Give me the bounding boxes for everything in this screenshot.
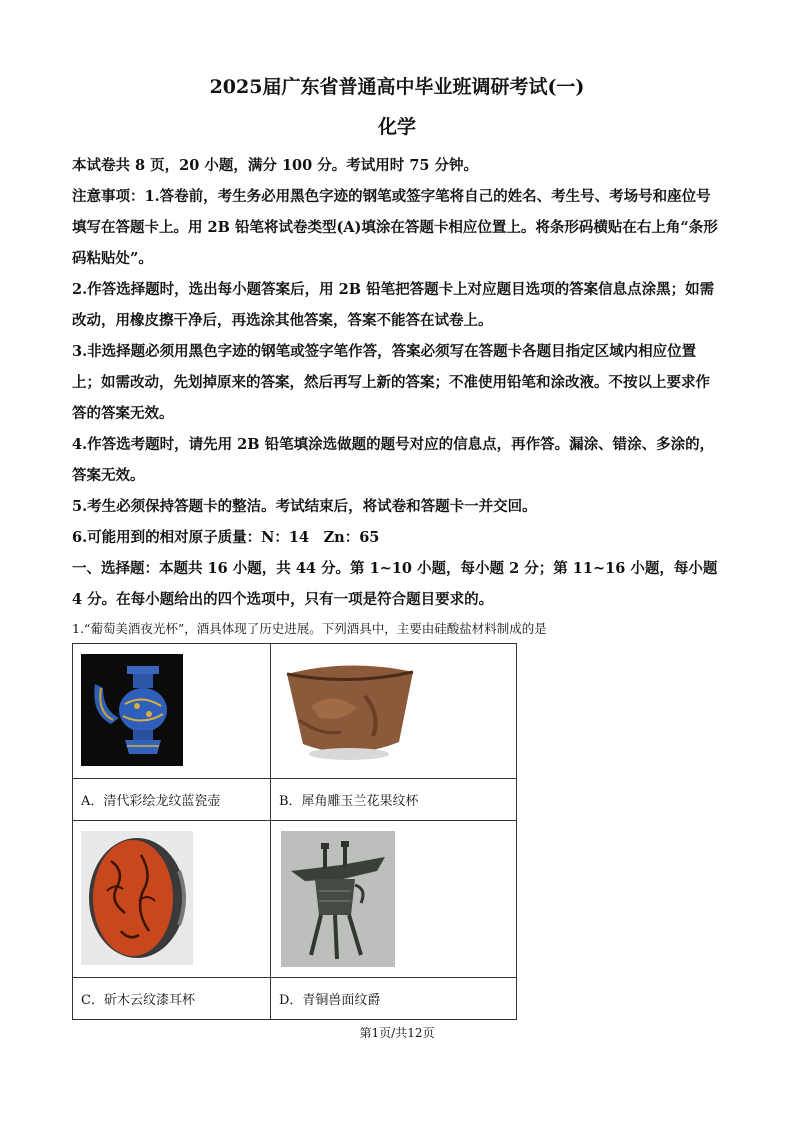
notice-4: 4.作答选考题时，请先用 2B 铅笔填涂选做题的题号对应的信息点，再作答。漏涂、错涂、多涂的，答案无效。 bbox=[72, 436, 715, 484]
notice-1: 注意事项：1.答卷前，考生务必用黑色字迹的钢笔或签字笔将自己的姓名、考生号、考场号和座位号填写在答题卡上。用 2B 铅笔将试卷类型(A)填涂在答题卡相应位置上。将条形码横贴在右上角“条形码粘贴处”。 bbox=[72, 188, 718, 267]
option-a-label: A．清代彩绘龙纹蓝瓷壶 bbox=[73, 779, 271, 821]
notice-5: 5.考生必须保持答题卡的整洁。考试结束后，将试卷和答题卡一并交回。 bbox=[72, 498, 537, 515]
bronze-jue-image bbox=[281, 831, 395, 967]
notice-6: 6.可能用到的相对原子质量：N：14 Zn：65 bbox=[72, 529, 380, 546]
option-b-label: B．犀角雕玉兰花果纹杯 bbox=[271, 779, 517, 821]
lacquer-ear-cup-image bbox=[81, 831, 193, 965]
option-d-image-cell bbox=[271, 821, 517, 978]
option-c-label: C．斫木云纹漆耳杯 bbox=[73, 978, 271, 1020]
rhino-horn-cup-image bbox=[281, 656, 417, 768]
section-one-heading: 一、选择题：本题共 16 小题，共 44 分。第 1~10 小题，每小题 2 分；第 11~16 小题，每小题 4 分。在每小题给出的四个选项中，只有一项是符合题目要求的。 bbox=[72, 560, 718, 608]
option-d-label: D．青铜兽面纹爵 bbox=[271, 978, 517, 1020]
option-a-image-cell bbox=[73, 644, 271, 779]
page-number: 第1页/共12页 bbox=[359, 1026, 435, 1040]
instructions-block bbox=[72, 150, 722, 615]
question-1-stem: 1.“葡萄美酒夜光杯”，酒具体现了历史进展。下列酒具中，主要由硅酸盐材料制成的是 bbox=[72, 621, 547, 636]
paper-info: 本试卷共 8 页，20 小题，满分 100 分。考试用时 75 分钟。 bbox=[72, 157, 479, 174]
blue-porcelain-ewer-image bbox=[81, 654, 183, 766]
notice-3: 3.非选择题必须用黑色字迹的钢笔或签字笔作答，答案必须写在答题卡各题目指定区域内相应位置上；如需改动，先划掉原来的答案，然后再写上新的答案；不准使用铅笔和涂改液。不按以上要求作答的答案无效。 bbox=[72, 343, 710, 422]
question-1-options-table bbox=[72, 643, 517, 1020]
exam-title: 2025届广东省普通高中毕业班调研考试(一) bbox=[209, 76, 585, 98]
option-b-image-cell bbox=[271, 644, 517, 779]
notice-2: 2.作答选择题时，选出每小题答案后，用 2B 铅笔把答题卡上对应题目选项的答案信息点涂黑；如需改动，用橡皮擦干净后，再选涂其他答案，答案不能答在试卷上。 bbox=[72, 281, 715, 329]
exam-subject: 化学 bbox=[377, 116, 416, 138]
option-c-image-cell bbox=[73, 821, 271, 978]
